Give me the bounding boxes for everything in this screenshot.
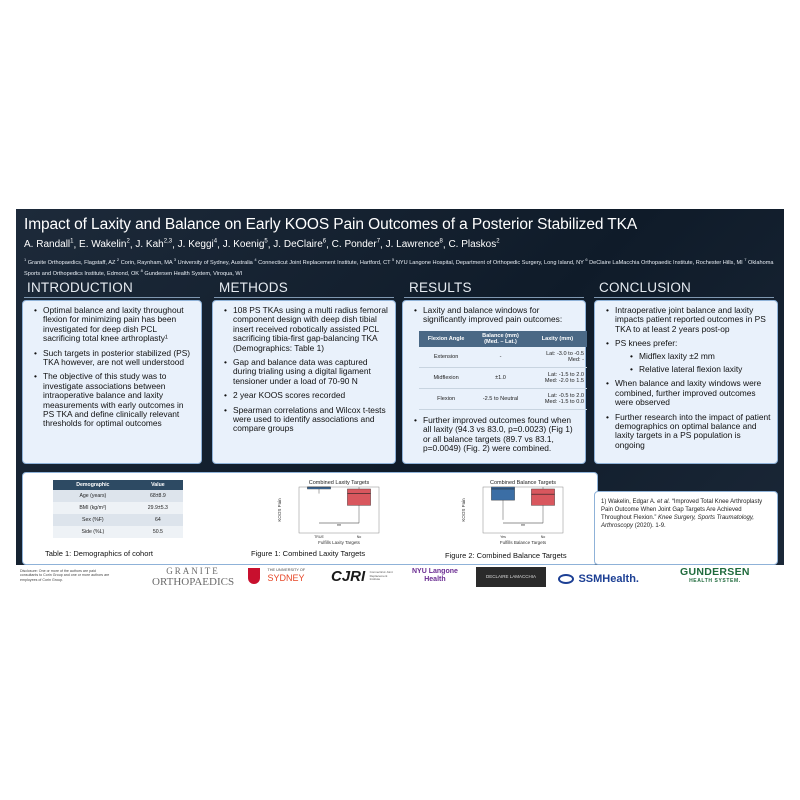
conclusion-sub-bullets	[615, 352, 772, 375]
y-axis-label: KOOS Pain	[277, 498, 282, 522]
sydney-logo-bottom: SYDNEY	[267, 573, 305, 583]
affiliation	[392, 257, 586, 266]
affiliation	[116, 257, 174, 266]
table-row	[53, 490, 183, 502]
demographics-table-wrap	[53, 480, 183, 538]
intro-bullet: • Optimal balance and laxity throughout flexion for minimizing pain has been investigated for deep dish PCL sacrificing total knee arthroplasty¹	[43, 306, 196, 344]
ssm-infinity-icon	[558, 574, 574, 584]
table-cell: -	[473, 347, 528, 368]
author	[273, 239, 326, 250]
conclusion-bullet	[615, 339, 772, 374]
table-row	[53, 514, 183, 526]
granite-logo-bottom: ORTHOPAEDICS	[152, 576, 235, 588]
methods-bullets	[221, 306, 390, 434]
nyu-logo	[412, 568, 458, 584]
author-name: J. Lawrence	[385, 239, 440, 251]
table-row	[419, 347, 587, 368]
chart-title: Combined Balance Targets	[490, 480, 556, 486]
affiliation	[140, 268, 243, 278]
reference-text	[601, 498, 771, 530]
author-name: J. Kah	[135, 239, 164, 251]
table-cell: -2.5 to Neutral	[473, 388, 528, 409]
affiliation-number: 2	[116, 257, 120, 262]
introduction-bullets	[31, 306, 196, 429]
author	[24, 239, 73, 250]
conclusion-sub-bullet: • Relative lateral flexion laxity	[639, 365, 772, 374]
affiliation-text: DeClaire LaMacchia Orthopaedic Institute, Rochester Hills, MI	[587, 259, 745, 266]
affiliation-text: Oklahoma Sports and Orthopedics Institute, Edmond, OK	[24, 259, 774, 278]
methods-rule	[214, 297, 394, 298]
poster	[16, 209, 784, 591]
table-cell: Lat: -3.0 to -0.5 Med: -	[528, 347, 587, 368]
table-cell: Flexion	[419, 388, 473, 409]
methods-bullet: • 108 PS TKAs using a multi radius femoral component design with deep dish tibial insert received robotically assisted PCL sacrificing tibia-first gap-balancing TKA (Demographics: Table 1)	[233, 306, 390, 353]
intro-bullet: • Such targets in posterior stabilized (PS) TKA however, are not well understood	[43, 349, 196, 368]
cjri-logo-subtext: Connecticut Joint Replacement Institute	[369, 570, 393, 582]
author	[448, 239, 499, 250]
methods-heading: METHODS	[219, 280, 288, 295]
figure2-chart	[459, 477, 569, 547]
author-name: A. Randall	[24, 239, 71, 251]
methods-card	[212, 300, 396, 464]
reference-title: “Improved Total Knee Arthroplasty Pain Outcome When Joint Gap Targets Are Achieved Throughout Flexion.”	[601, 499, 763, 521]
sydney-crest-icon	[248, 568, 260, 584]
introduction-rule	[24, 297, 200, 298]
author-name: J. Koenig	[222, 239, 265, 251]
figures-panel	[22, 472, 598, 565]
affiliation-number: 3	[173, 257, 177, 262]
author-list: A. Randall$^1$, E. Wakelin$^2$, J. Kah$^{2,3}$, J. Keggi$^4$, J. Koenig$^5$, J. DeClaire$^6$, C. Ponder$^7$, J. Lawrence$^8$, C. Plaskos$^2$	[24, 239, 500, 251]
affiliation-text: Gundersen Health System, Viroqua, WI	[142, 271, 243, 278]
gundersen-logo-top: GUNDERSEN	[680, 566, 750, 578]
table-cell: ±1.0	[473, 367, 528, 388]
table-cell: Lat: -0.5 to 2.0 Med: -1.5 to 0.0	[528, 388, 587, 409]
table-cell: 29.9±5.3	[133, 502, 183, 514]
cjri-logo-text: CJRI	[331, 568, 366, 585]
results-bullet: • Further improved outcomes found when all laxity (94.3 vs 83.0, p=0.0023) (Fig 1) or all balance targets (89.7 vs 83.1, p=0.0049) (Fig. 2) were combined.	[423, 416, 580, 454]
affiliation	[254, 257, 393, 266]
nyu-logo-bottom: Health	[424, 576, 446, 583]
author-affiliation-number: 6	[322, 239, 327, 245]
table-cell: BMI (kg/m²)	[53, 502, 133, 514]
author-name: E. Wakelin	[79, 239, 127, 251]
table-cell: Sex (%F)	[53, 514, 133, 526]
author-name: C. Ponder	[331, 239, 377, 251]
reference-etal: et al.	[657, 499, 671, 505]
table-cell: Midflexion	[419, 367, 473, 388]
table-cell: 50.5	[133, 526, 183, 538]
affiliation-number: 6	[585, 257, 588, 262]
affiliations	[24, 256, 779, 279]
conclusion-bullet: • Further research into the impact of patient demographics on optimal balance and laxity targets in a PS population is ongoing	[615, 413, 772, 451]
sydney-logo-top: THE UNIVERSITY OF	[267, 568, 306, 572]
table1-caption: Table 1: Demographics of cohort	[45, 549, 153, 558]
poster-title: Impact of Laxity and Balance on Early KOOS Pain Outcomes of a Posterior Stabilized TKA	[24, 216, 638, 233]
reference-card	[594, 491, 778, 565]
results-rule	[404, 297, 584, 298]
figure1-caption: Figure 1: Combined Laxity Targets	[251, 549, 366, 558]
affiliation-number: 1	[24, 257, 27, 262]
affiliation-text: Corin, Raynham, MA	[119, 259, 174, 266]
conclusion-rule	[594, 297, 774, 298]
conclusion-bullets	[603, 306, 772, 450]
author	[135, 239, 172, 250]
author-name: J. Keggi	[177, 239, 214, 251]
results-bullet: • Laxity and balance windows for significantly improved pain outcomes:	[423, 306, 580, 325]
results-outcome-bullets	[411, 416, 580, 454]
author-affiliation-number: 5	[264, 239, 268, 245]
conclusion-bullet: • When balance and laxity windows were combined, further improved outcomes were observed	[615, 379, 772, 407]
box-no	[347, 489, 370, 505]
author-affiliation-number: 7	[376, 239, 381, 245]
x-axis-label: Fulfills Balance Targets	[499, 540, 547, 545]
conclusion-heading: CONCLUSION	[599, 280, 692, 295]
table-header: Demographic	[53, 480, 133, 490]
methods-bullet: • Spearman correlations and Wilcox t-tests were used to identify associations and compare groups	[233, 406, 390, 434]
affiliation	[173, 257, 255, 266]
conclusion-bullet-text: PS knees prefer:	[615, 338, 678, 349]
author-affiliation-number: 2,3	[163, 239, 173, 245]
affiliation-text: NYU Langone Hospital, Department of Orthopedic Surgery, Long Island, NY	[394, 259, 586, 266]
x-tick-label: No	[540, 535, 546, 539]
author-affiliation-number: 2	[126, 239, 130, 245]
results-table	[419, 331, 587, 410]
table-row	[53, 526, 183, 538]
affiliation-number: 7	[744, 257, 747, 262]
affiliation-number: 5	[392, 257, 395, 262]
affiliation-text: University of Sydney, Australia	[176, 259, 255, 266]
affiliation-number: 8	[140, 268, 143, 274]
methods-bullet: • Gap and balance data was captured during trialing using a digital ligament tensioner under a load of 70-90 N	[233, 358, 390, 386]
affiliation	[24, 257, 117, 266]
conclusion-sub-bullet: • Midflex laxity ±2 mm	[639, 352, 772, 361]
affiliation-text: Connecticut Joint Replacement Institute, Hartford, CT	[256, 259, 393, 266]
table-header: Laxity (mm)	[528, 331, 587, 347]
chart-title: Combined Laxity Targets	[308, 480, 370, 486]
figure1-chart	[275, 477, 385, 547]
author-affiliation-number: 8	[439, 239, 443, 245]
author-name: J. DeClaire	[273, 239, 323, 251]
disclosure-text: Disclosure: One or more of the authors are paid consultants to Corin Group and one or more authors are employees of Corin Group.	[20, 569, 110, 582]
nyu-logo-top: NYU Langone	[412, 568, 458, 575]
author	[178, 239, 217, 250]
significance-annotation: **	[337, 524, 341, 530]
gundersen-logo-bottom: HEALTH SYSTEM.	[689, 578, 741, 584]
y-axis-label: KOOS Pain	[461, 498, 466, 522]
x-tick-label: TRUE	[314, 535, 324, 539]
x-tick-label: Yes	[500, 535, 506, 539]
table-row	[53, 502, 183, 514]
x-axis-label: Fulfills Laxity Targets	[318, 540, 360, 545]
conclusion-card	[594, 300, 778, 464]
reference-year: (2020). 1-9.	[634, 523, 666, 529]
significance-annotation: **	[521, 524, 525, 530]
table-cell: 68±8.9	[133, 490, 183, 502]
table-header: Flexion Angle	[419, 331, 473, 347]
box-no	[531, 489, 554, 505]
declaire-logo: DECLAIRE LAMACCHIA	[476, 567, 546, 587]
table-header: Value	[133, 480, 183, 490]
affiliation	[585, 257, 745, 266]
author	[79, 239, 130, 250]
introduction-heading: INTRODUCTION	[27, 280, 133, 295]
table-cell: Extension	[419, 347, 473, 368]
cjri-logo	[331, 568, 396, 586]
results-bullets	[411, 306, 580, 325]
affiliation-text: Granite Orthopaedics, Flagstaff, AZ	[26, 259, 117, 266]
table-row	[419, 388, 587, 409]
table-row	[419, 367, 587, 388]
author-affiliation-number: 4	[213, 239, 218, 245]
ssm-logo	[558, 570, 639, 588]
results-heading: RESULTS	[409, 280, 472, 295]
methods-bullet: • 2 year KOOS scores recorded	[233, 391, 390, 400]
author-name: C. Plaskos	[448, 239, 497, 251]
author	[332, 239, 380, 250]
affiliation-number: 4	[254, 257, 257, 262]
introduction-card	[22, 300, 202, 464]
author-affiliation-number: 2	[496, 239, 500, 245]
table-cell: Age (years)	[53, 490, 133, 502]
reference-journal: Knee Surgery, Sports Traumatology, Arthroscopy	[601, 515, 755, 529]
figure2-caption: Figure 2: Combined Balance Targets	[445, 551, 567, 560]
table-header: Balance (mm) (Med. – Lat.)	[473, 331, 528, 347]
results-card	[402, 300, 586, 464]
sydney-logo	[248, 568, 305, 586]
x-tick-label: No	[356, 535, 362, 539]
author	[223, 239, 268, 250]
ssm-logo-text: SSMHealth.	[578, 572, 639, 585]
author-affiliation-number: 1	[70, 239, 74, 245]
table-cell: Side (%L)	[53, 526, 133, 538]
demographics-table	[53, 480, 183, 538]
reference-number: 1)	[601, 499, 607, 505]
table-cell: Lat: -1.5 to 2.0 Med: -2.0 to 1.5	[528, 367, 587, 388]
table-cell: 64	[133, 514, 183, 526]
intro-bullet: • The objective of this study was to investigate associations between intraoperative balance and laxity measurements with early outcomes in PS TKA and define clinically relevant thresholds for optimal outcomes	[43, 372, 196, 428]
conclusion-bullet: • Intraoperative joint balance and laxity impacts patient reported outcomes in PS TKA to at least 2 years post-op	[615, 306, 772, 334]
author	[386, 239, 443, 250]
gundersen-logo	[680, 567, 750, 585]
granite-logo-top: GRANITE	[166, 566, 220, 576]
reference-authors: Wakelin, Edgar A.	[608, 499, 656, 505]
granite-logo	[152, 567, 234, 588]
footer-logo-bar	[16, 565, 784, 591]
